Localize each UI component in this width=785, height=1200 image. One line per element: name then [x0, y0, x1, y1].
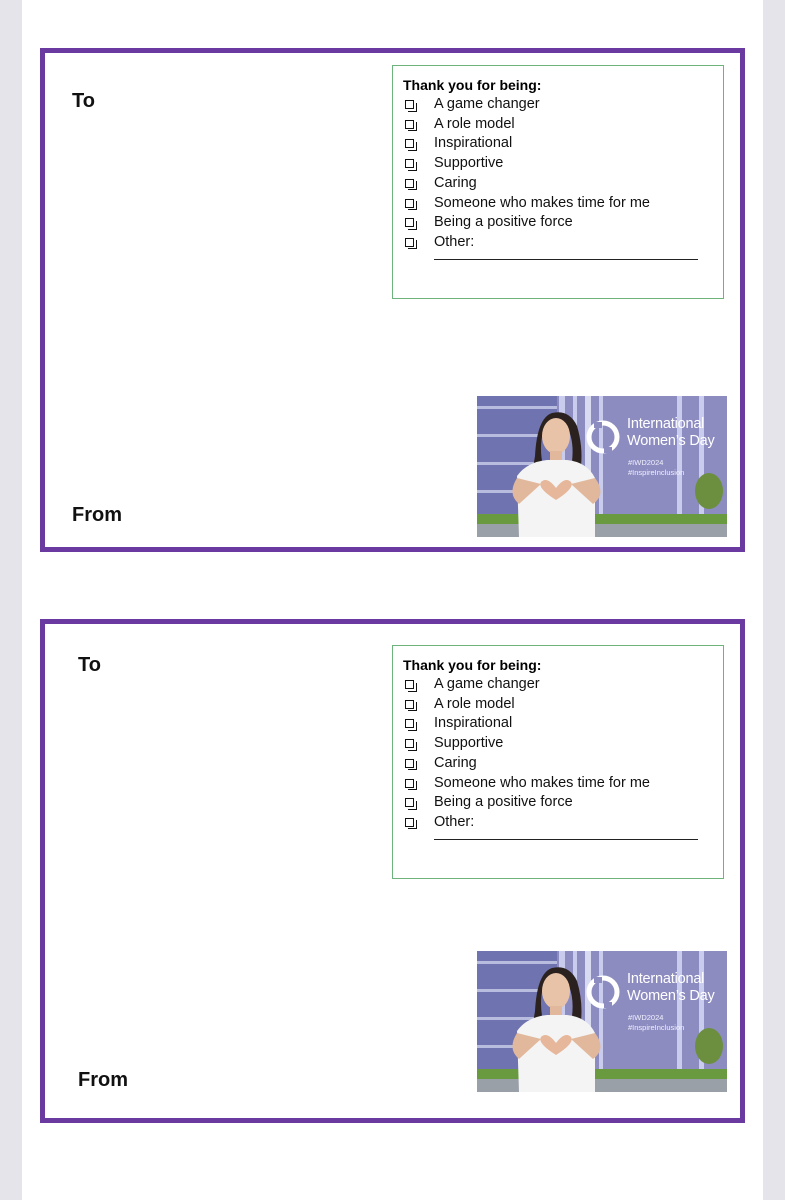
iwd-title: International Women’s Day	[627, 416, 715, 449]
checklist-title: Thank you for being:	[403, 657, 542, 673]
thank-you-card-1	[40, 48, 745, 552]
thank-you-checklist	[392, 645, 724, 879]
checklist-item[interactable]: Caring	[403, 754, 713, 774]
iwd-photo	[477, 396, 727, 537]
checkbox-icon[interactable]	[405, 719, 414, 728]
checkbox-icon[interactable]	[405, 179, 414, 188]
checklist-item[interactable]: Supportive	[403, 734, 713, 754]
checkbox-icon[interactable]	[405, 218, 414, 227]
to-label: To	[72, 90, 95, 112]
other-blank-line[interactable]	[434, 839, 698, 840]
iwd-photo	[477, 951, 727, 1092]
checklist-item[interactable]: Caring	[403, 174, 713, 194]
checklist-item[interactable]: Other:	[403, 813, 713, 833]
checklist-item[interactable]: Someone who makes time for me	[403, 194, 713, 214]
thank-you-checklist	[392, 65, 724, 299]
checklist-item[interactable]: Being a positive force	[403, 213, 713, 233]
checklist-item[interactable]: Inspirational	[403, 714, 713, 734]
checkbox-icon[interactable]	[405, 798, 414, 807]
checklist-item[interactable]: Being a positive force	[403, 793, 713, 813]
checklist-item[interactable]: A game changer	[403, 675, 713, 695]
iwd-hashtags: #IWD2024 #InspireInclusion	[628, 1013, 685, 1032]
checklist-item[interactable]: Inspirational	[403, 134, 713, 154]
checkbox-icon[interactable]	[405, 120, 414, 129]
checklist-title: Thank you for being:	[403, 77, 542, 93]
checkbox-icon[interactable]	[405, 759, 414, 768]
checklist-item[interactable]: Supportive	[403, 154, 713, 174]
checkbox-icon[interactable]	[405, 199, 414, 208]
checklist-item[interactable]: A role model	[403, 115, 713, 135]
iwd-title: International Women’s Day	[627, 971, 715, 1004]
checklist-item[interactable]: Other:	[403, 233, 713, 253]
checklist-item[interactable]: Someone who makes time for me	[403, 774, 713, 794]
checkbox-icon[interactable]	[405, 739, 414, 748]
to-label: To	[78, 654, 101, 676]
checkbox-icon[interactable]	[405, 680, 414, 689]
thank-you-card-2	[40, 619, 745, 1123]
checkbox-icon[interactable]	[405, 818, 414, 827]
checkbox-icon[interactable]	[405, 139, 414, 148]
checkbox-icon[interactable]	[405, 159, 414, 168]
checkbox-icon[interactable]	[405, 779, 414, 788]
from-label: From	[72, 504, 122, 526]
other-blank-line[interactable]	[434, 259, 698, 260]
document-page	[22, 0, 763, 1200]
checklist-item[interactable]: A role model	[403, 695, 713, 715]
from-label: From	[78, 1069, 128, 1091]
iwd-hashtags: #IWD2024 #InspireInclusion	[628, 458, 685, 477]
checkbox-icon[interactable]	[405, 100, 414, 109]
checkbox-icon[interactable]	[405, 700, 414, 709]
checklist-item[interactable]: A game changer	[403, 95, 713, 115]
checkbox-icon[interactable]	[405, 238, 414, 247]
